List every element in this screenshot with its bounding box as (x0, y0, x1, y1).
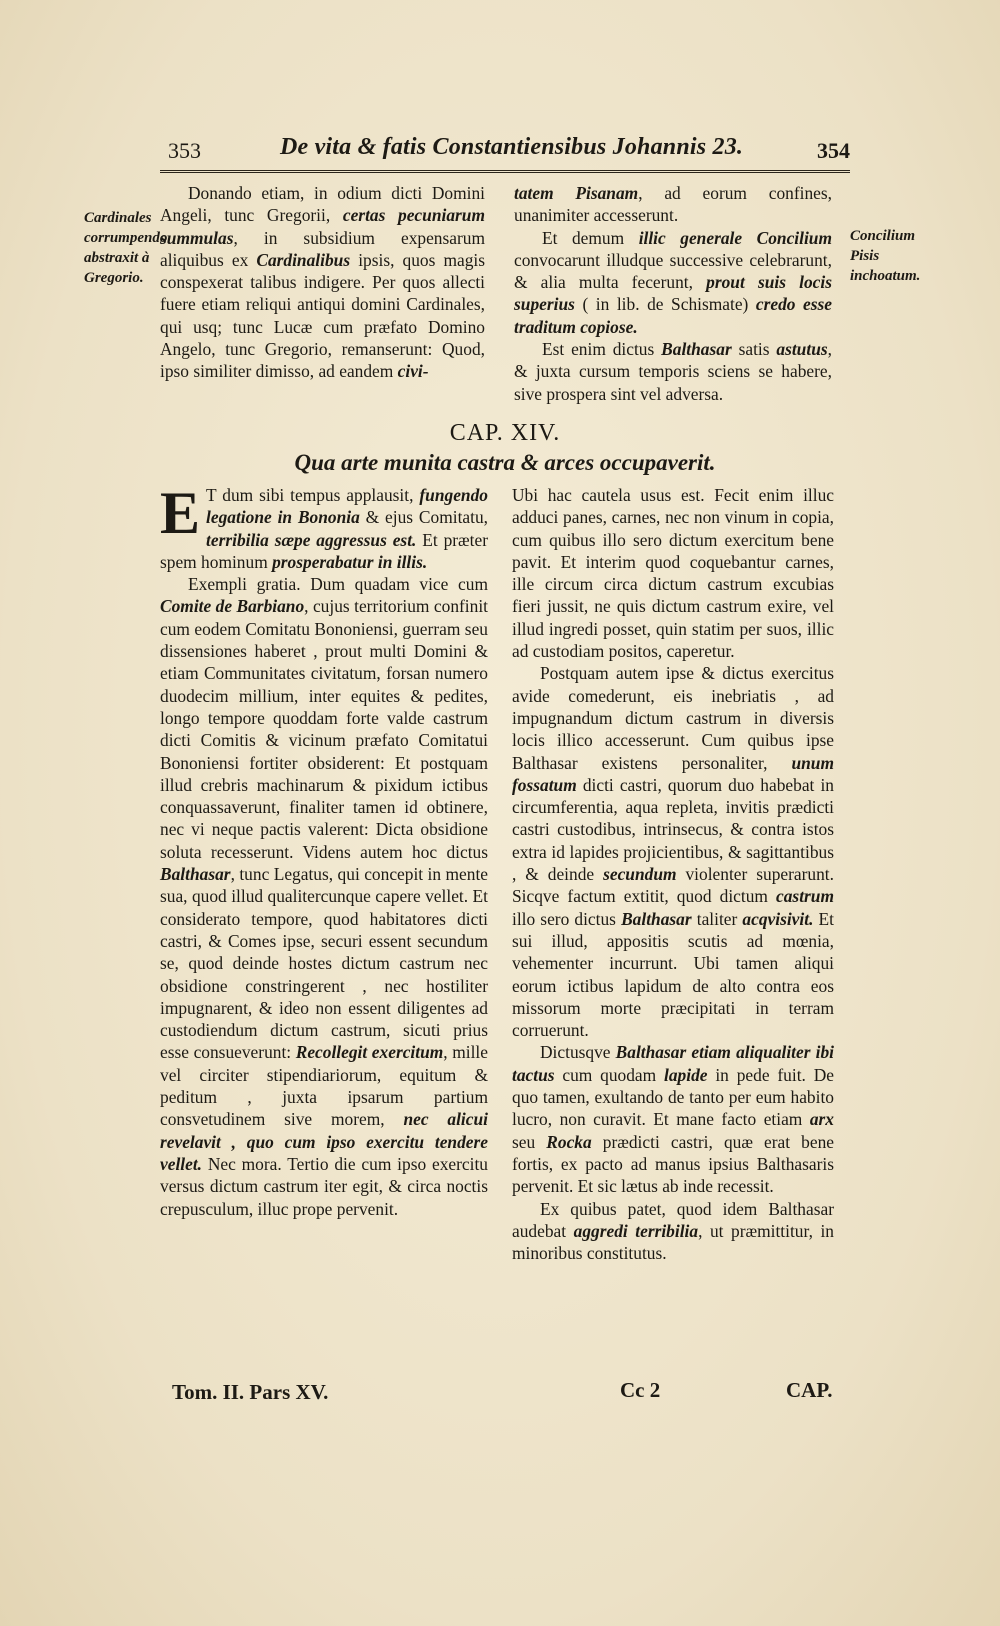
main-left-column (160, 480, 489, 1220)
main-right-column (512, 484, 834, 1264)
paragraph: Ubi hac cautela usus est. Fecit enim illuc adduci panes, carnes, nec non vinum in copia, cum quibus illo sero dictum exercitum bene pavit. Et interim quod coquebantur carnes, ille circum circa dictum castrum excubias fieri jussit, ne quis dictum castrum exire, vel illud ingredi posset, quin statim per suos, illic ad custodiam positos, caperetur. (512, 485, 834, 662)
top-left-column (160, 182, 485, 383)
paragraph: tatem Pisanam, ad eorum confines, unanimiter accesserunt. (514, 183, 832, 226)
paragraph: Postquam autem ipse & dictus exercitus avide comederunt, eis inebriatis , ad impugnandum dictum castrum in diversis locis illico accesserunt. Cum quibus ipse Balthasar existens personaliter, unum fossatum dicti castri, quorum duo habebat in circumferentia, aqua repleta, invitis prædicti castri custodibus, intrinsecus, & contra istos extra id lapides projicientibus, & sagittantibus , & deinde secundum violenter superarunt. Sicqve factum extitit, quod dictum castrum illo sero dictus Balthasar taliter acqvisivit. Et sui illud, appositis scutis ad mœnia, vehementer incurrunt. Ubi tamen aliqui eorum ictibus lapidum de alto contra eos missorum morte præcipitati in terram corruerunt. (512, 663, 834, 1041)
drop-cap: E (160, 480, 201, 546)
paragraph: E T dum sibi tempus applausit, fungendo legatione in Bononia & ejus Comitatu, terribilia sæpe aggressus est. Et præter spem hominum prosperabatur in illis. (160, 480, 489, 572)
volume-footer: Tom. II. Pars XV. (172, 1380, 329, 1404)
paragraph: Dictusqve Balthasar etiam aliqualiter ibi tactus cum quodam lapide in pede fuit. De quo tamen, exultando de tanto per eum habito lucro, non curavit. Et mane facto etiam arx seu Rocka prædicti castri, quæ erat bene fortis, ex pacto ad manus ipsius Balthasaris pervenit. Et sic lætus ab inde recessit. (512, 1042, 835, 1197)
margin-note-left: Cardinales corrumpendo abstraxit à Gregorio. (84, 210, 168, 286)
paragraph: Et demum illic generale Concilium convocarunt illudque successive celebrarunt, & alia multa fecerunt, prout suis locis superius ( in lib. de Schismate) credo esse traditum copiose. (514, 227, 832, 337)
paragraph: Est enim dictus Balthasar satis astutus, & juxta cursum temporis sciens se habere, sive prospera sint vel adversa. (514, 339, 832, 404)
paragraph: Donando etiam, in odium dicti Domini Angeli, tunc Gregorii, certas pecuniarum summulas, in subsidium expensarum aliquibus ex Cardinalibus ipsis, quos magis conspexerat talibus indigere. Per quos allecti fuere etiam reliqui antiqui domini Cardinales, qui usq; tunc Lucæ cum præfato Domino Angelo, tunc Gregorio, remanserunt: Quod, ipso similiter dimisso, ad eandem civi- (160, 183, 485, 382)
page-header (160, 134, 850, 170)
page-number-left: 353 (168, 138, 201, 163)
paragraph: Exempli gratia. Dum quadam vice cum Comite de Barbiano, cujus territorium confinit cum eodem Comitatu Bononiensi, guerram seu dissensiones haberet , prout multi Domini & etiam Communitates civitatum, forsan numero duodecim millium, inter equites & pedites, longo tempore quoddam forte valde castrum dicti Comitis & vicinum præfato Comitatui Bononiensi fortiter obsiderent: Et postquam illud crebris machinarum & pixidum ictibus conquassaverunt, finaliter tamen id obtinere, nec vi neque pactis valerent: Dicta obsidione soluta recesserunt. Videns autem hoc dictus Balthasar, tunc Legatus, qui concepit in mente sua, quod illud qualitercunque capere vellet. Et considerato tempore, quod habitatores dicti castri, & Comes ipse, securi essent secundum se, quod deinde hostes dictum castrum nec obsidione constringerent , nec hostiliter impugnarent, & ideo non essent diligentes ad custodiendum dictum castrum, sicuti prius esse consueverunt: Recollegit exercitum, mille vel circiter stipendiariorum, equitum & peditum , juxta ipsarum partium consvetudinem sive morem, nec alicui revelavit , quo cum ipso exercitu tendere vellet. Nec mora. Tertio die cum ipso exercitu versus dictum castrum iter egit, & circa noctis crepusculum, illuc prope pervenit. (160, 574, 488, 1219)
catchword: CAP. (786, 1378, 833, 1402)
chapter-number: CAP. XIV. (449, 420, 561, 446)
signature-mark: Cc 2 (620, 1378, 661, 1402)
paragraph: Ex quibus patet, quod idem Balthasar audebat aggredi terribilia, ut præmittitur, in minoribus constitutus. (512, 1198, 835, 1264)
running-title: De vita & fatis Constantiensibus Johannis 23. (280, 134, 744, 160)
chapter-title: Qua arte munita castra & arces occupaverit. (294, 450, 716, 475)
top-right-column (514, 182, 832, 405)
margin-note-right: Concilium Pisis inchoatum. (850, 228, 921, 284)
header-rule (160, 170, 850, 173)
page-number-right: 354 (817, 138, 850, 163)
